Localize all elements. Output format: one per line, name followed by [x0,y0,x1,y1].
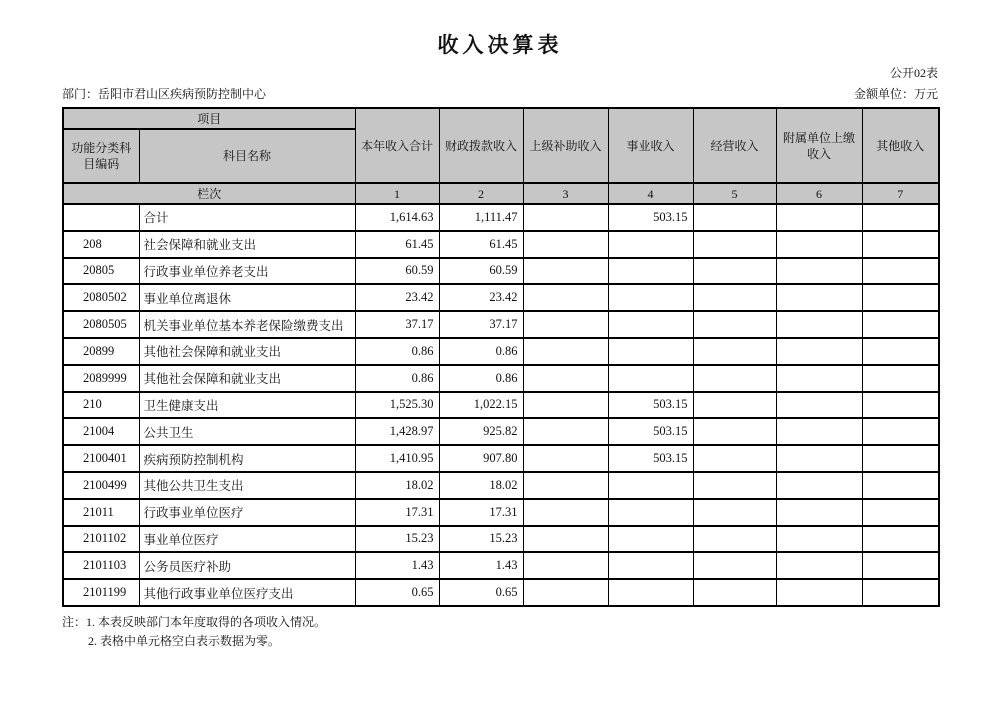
row-value-cell [862,472,939,499]
row-code-cell: 210 [63,392,139,419]
row-value-cell: 1,410.95 [355,445,439,472]
header-col-superior-subsidy: 上级补助收入 [523,108,608,183]
row-value-cell [693,526,776,553]
table-row [63,284,939,311]
row-value-cell: 37.17 [439,311,523,338]
row-value-cell: 0.86 [439,365,523,392]
row-value-cell [776,552,862,579]
row-name-cell: 合计 [139,204,355,231]
row-value-cell [693,579,776,606]
row-name-cell: 其他社会保障和就业支出 [139,365,355,392]
row-value-cell: 23.42 [355,284,439,311]
table-row [63,526,939,553]
row-value-cell [523,472,608,499]
unit-label: 金额单位：万元 [853,87,938,101]
table-row [63,311,939,338]
row-value-cell: 907.80 [439,445,523,472]
header-col-affiliated-remittance: 附属单位上缴收入 [776,108,862,183]
row-value-cell [862,204,939,231]
lanci-col-7: 7 [862,183,939,204]
row-value-cell [523,338,608,365]
doc-number-label: 公开02表 [889,66,938,80]
table-row [63,445,939,472]
row-value-cell [523,579,608,606]
row-value-cell: 15.23 [355,526,439,553]
row-value-cell: 60.59 [355,258,439,285]
row-value-cell: 60.59 [439,258,523,285]
income-table [62,107,940,607]
row-value-cell [608,311,693,338]
header-project-cell: 项目 [63,108,355,129]
table-row [63,204,939,231]
table-row [63,418,939,445]
row-value-cell: 17.31 [439,499,523,526]
row-value-cell [608,579,693,606]
lanci-col-2: 2 [439,183,523,204]
lanci-col-1: 1 [355,183,439,204]
header-col-fiscal-appropriation: 财政拨款收入 [439,108,523,183]
row-value-cell [523,284,608,311]
row-value-cell [776,526,862,553]
row-value-cell [523,231,608,258]
row-value-cell: 0.65 [439,579,523,606]
row-value-cell [523,365,608,392]
row-value-cell [523,552,608,579]
row-name-cell: 其他社会保障和就业支出 [139,338,355,365]
row-value-cell [776,284,862,311]
row-value-cell [776,311,862,338]
row-value-cell [693,231,776,258]
row-code-cell: 2080502 [63,284,139,311]
row-value-cell [523,258,608,285]
row-value-cell [608,258,693,285]
row-value-cell [693,418,776,445]
row-value-cell: 18.02 [355,472,439,499]
row-value-cell [776,365,862,392]
header-col-annual-income-total: 本年收入合计 [355,108,439,183]
header-lanci-cell: 栏次 [63,183,355,204]
row-name-cell: 其他公共卫生支出 [139,472,355,499]
row-value-cell: 503.15 [608,392,693,419]
page-title: 收入决算表 [437,33,563,57]
row-value-cell [693,311,776,338]
row-code-cell: 2089999 [63,365,139,392]
row-value-cell: 503.15 [608,418,693,445]
row-name-cell: 事业单位医疗 [139,526,355,553]
row-value-cell [693,284,776,311]
lanci-col-4: 4 [608,183,693,204]
row-value-cell: 1.43 [439,552,523,579]
row-name-cell: 行政事业单位养老支出 [139,258,355,285]
row-value-cell: 17.31 [355,499,439,526]
row-code-cell: 2100401 [63,445,139,472]
row-value-cell [693,204,776,231]
row-name-cell: 社会保障和就业支出 [139,231,355,258]
row-value-cell [523,499,608,526]
row-value-cell: 61.45 [439,231,523,258]
row-value-cell: 1,022.15 [439,392,523,419]
row-name-cell: 行政事业单位医疗 [139,499,355,526]
note-line-2: 2. 表格中单元格空白表示数据为零。 [88,633,281,648]
row-value-cell [776,392,862,419]
row-value-cell [862,526,939,553]
row-value-cell: 23.42 [439,284,523,311]
table-row [63,365,939,392]
row-value-cell [523,445,608,472]
row-value-cell [776,579,862,606]
row-value-cell [608,338,693,365]
row-value-cell [776,445,862,472]
row-value-cell: 0.86 [355,338,439,365]
header-row-project [63,108,939,129]
notes-block [62,613,938,651]
row-value-cell: 1,428.97 [355,418,439,445]
table-row [63,231,939,258]
row-value-cell [862,338,939,365]
row-code-cell [63,204,139,231]
row-value-cell [523,418,608,445]
header-name-cell: 科目名称 [139,129,355,183]
table-row [63,472,939,499]
table-row [63,552,939,579]
row-value-cell: 61.45 [355,231,439,258]
row-value-cell [862,311,939,338]
row-value-cell: 0.65 [355,579,439,606]
row-code-cell: 20899 [63,338,139,365]
row-value-cell [608,365,693,392]
lanci-col-3: 3 [523,183,608,204]
table-row [63,338,939,365]
row-value-cell [862,579,939,606]
row-value-cell [776,338,862,365]
note-line-1: 注：1. 本表反映部门本年度取得的各项收入情况。 [62,614,327,629]
row-value-cell [608,472,693,499]
row-code-cell: 21011 [63,499,139,526]
row-value-cell [862,258,939,285]
row-value-cell [862,231,939,258]
row-code-cell: 2101103 [63,552,139,579]
row-code-cell: 208 [63,231,139,258]
row-code-cell: 2101199 [63,579,139,606]
row-value-cell [776,472,862,499]
lanci-col-6: 6 [776,183,862,204]
row-value-cell [693,338,776,365]
row-value-cell [776,499,862,526]
row-code-cell: 2101102 [63,526,139,553]
row-value-cell: 18.02 [439,472,523,499]
row-value-cell [693,552,776,579]
row-value-cell [776,418,862,445]
header-col-other-income: 其他收入 [862,108,939,183]
row-value-cell [608,552,693,579]
header-col-business-income: 事业收入 [608,108,693,183]
row-value-cell [523,392,608,419]
row-value-cell [862,418,939,445]
row-value-cell: 503.15 [608,445,693,472]
row-value-cell: 1.43 [355,552,439,579]
row-name-cell: 事业单位离退休 [139,284,355,311]
row-value-cell [608,499,693,526]
header-code-cell: 功能分类科目编码 [63,129,139,183]
department-label: 部门：岳阳市君山区疾病预防控制中心 [62,87,267,101]
table-row [63,392,939,419]
meta-row [62,87,938,101]
income-table-body [63,204,939,606]
row-name-cell: 疾病预防控制机构 [139,445,355,472]
row-value-cell [862,284,939,311]
row-value-cell [693,365,776,392]
header-row-lanci [63,183,939,204]
table-row [63,258,939,285]
row-value-cell [608,231,693,258]
row-value-cell: 503.15 [608,204,693,231]
row-value-cell [523,526,608,553]
row-value-cell [862,392,939,419]
row-value-cell: 1,525.30 [355,392,439,419]
row-value-cell [862,365,939,392]
lanci-col-5: 5 [693,183,776,204]
row-value-cell [862,445,939,472]
row-code-cell: 21004 [63,418,139,445]
row-value-cell: 1,111.47 [439,204,523,231]
row-value-cell [776,258,862,285]
header-col-operating-income: 经营收入 [693,108,776,183]
row-value-cell [523,204,608,231]
row-value-cell [608,284,693,311]
row-value-cell [776,231,862,258]
row-value-cell [693,472,776,499]
row-value-cell [862,499,939,526]
row-value-cell [693,499,776,526]
row-value-cell: 15.23 [439,526,523,553]
row-value-cell [862,552,939,579]
row-value-cell: 925.82 [439,418,523,445]
row-value-cell [693,445,776,472]
row-value-cell [693,258,776,285]
row-value-cell [776,204,862,231]
row-value-cell: 0.86 [439,338,523,365]
row-value-cell: 1,614.63 [355,204,439,231]
row-name-cell: 卫生健康支出 [139,392,355,419]
row-name-cell: 其他行政事业单位医疗支出 [139,579,355,606]
row-code-cell: 2080505 [63,311,139,338]
row-value-cell [608,526,693,553]
row-name-cell: 公务员医疗补助 [139,552,355,579]
row-name-cell: 机关事业单位基本养老保险缴费支出 [139,311,355,338]
table-row [63,579,939,606]
table-row [63,499,939,526]
row-value-cell [523,311,608,338]
row-value-cell [693,392,776,419]
row-code-cell: 2100499 [63,472,139,499]
row-code-cell: 20805 [63,258,139,285]
row-value-cell: 37.17 [355,311,439,338]
row-value-cell: 0.86 [355,365,439,392]
row-name-cell: 公共卫生 [139,418,355,445]
